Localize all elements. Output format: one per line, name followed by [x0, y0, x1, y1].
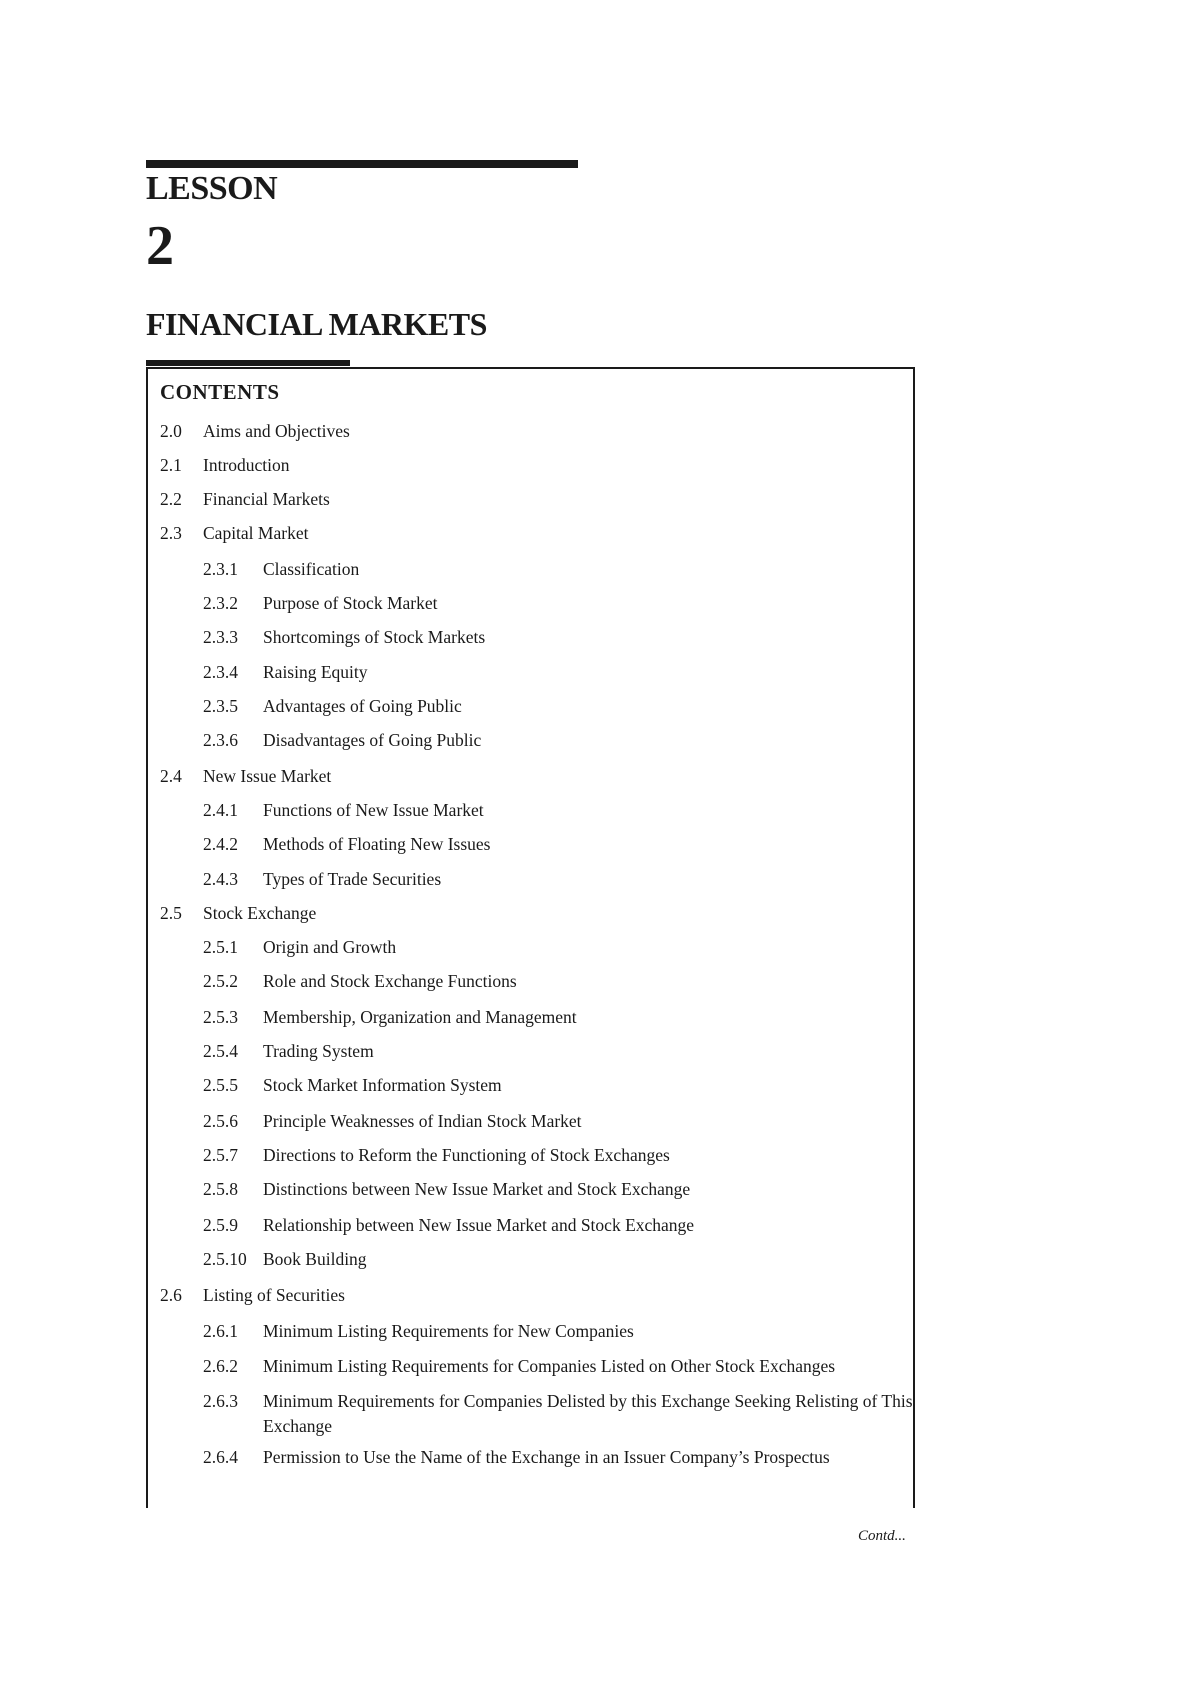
toc-entry-title: Stock Market Information System — [263, 1075, 502, 1095]
toc-entry-title: Shortcomings of Stock Markets — [263, 627, 486, 647]
contents-box — [146, 367, 915, 1508]
toc-entry-number: 2.3.1 — [203, 559, 238, 579]
toc-entry-number: 2.5.4 — [203, 1041, 238, 1061]
toc-entry-title: Disadvantages of Going Public — [263, 730, 482, 750]
toc-entry-title: Capital Market — [203, 523, 309, 543]
toc-entry-number: 2.5.8 — [203, 1179, 238, 1199]
toc-entry-title: Aims and Objectives — [203, 421, 350, 441]
toc-entry-title: Minimum Listing Requirements for New Companies — [263, 1321, 634, 1341]
toc-entry-number: 2.2 — [160, 489, 182, 509]
toc-entry-title: Introduction — [203, 455, 290, 475]
toc-entry-title: Stock Exchange — [203, 903, 317, 923]
toc-entry-title: Distinctions between New Issue Market and Stock Exchange — [263, 1179, 691, 1199]
toc-entry-title: Minimum Listing Requirements for Companies Listed on Other Stock Exchanges — [263, 1356, 836, 1376]
toc-entry-number: 2.6.3 — [203, 1391, 238, 1411]
toc-entry-title: Membership, Organization and Management — [263, 1007, 577, 1027]
toc-entry-number: 2.6.4 — [203, 1447, 238, 1467]
toc-entry-number: 2.3.4 — [203, 662, 238, 682]
toc-entry-title: Relationship between New Issue Market and Stock Exchange — [263, 1215, 695, 1235]
toc-entry-number: 2.6.2 — [203, 1356, 238, 1376]
continued-note: Contd... — [858, 1528, 906, 1544]
toc-entry-number: 2.5.7 — [203, 1145, 238, 1165]
contents-heading: CONTENTS — [160, 380, 280, 404]
toc-entry-title: Raising Equity — [263, 662, 368, 682]
toc-entry-number: 2.3.2 — [203, 593, 238, 613]
toc-entry-number: 2.4 — [160, 766, 182, 786]
toc-entry-title: Book Building — [263, 1249, 367, 1269]
toc-entry-title: Advantages of Going Public — [263, 696, 462, 716]
lesson-number: 2 — [146, 215, 174, 277]
toc-entry-title: Role and Stock Exchange Functions — [263, 971, 517, 991]
toc-entry-title: New Issue Market — [203, 766, 332, 786]
toc-entry-number: 2.1 — [160, 455, 182, 475]
toc-entry-title: Purpose of Stock Market — [263, 593, 438, 613]
toc-entry-number: 2.4.1 — [203, 800, 238, 820]
toc-entry-title: Classification — [263, 559, 360, 579]
toc-entry-number: 2.0 — [160, 421, 182, 441]
toc-entry-title: Origin and Growth — [263, 937, 397, 957]
contents-box-tab — [146, 360, 350, 366]
top-rule — [146, 160, 578, 168]
toc-entry-number: 2.5.6 — [203, 1111, 238, 1131]
toc-entry-title: Types of Trade Securities — [263, 869, 442, 889]
toc-entry-number: 2.5.5 — [203, 1075, 238, 1095]
toc-entry-title: Principle Weaknesses of Indian Stock Market — [263, 1111, 582, 1131]
toc-entry-number: 2.6 — [160, 1285, 182, 1305]
lesson-title: FINANCIAL MARKETS — [146, 306, 487, 342]
toc-entry-number: 2.3.5 — [203, 696, 238, 716]
toc-entry-title: Permission to Use the Name of the Exchange in an Issuer Company’s Prospectus — [263, 1447, 830, 1467]
toc-entry-number: 2.3.6 — [203, 730, 238, 750]
toc-entry-number: 2.4.3 — [203, 869, 238, 889]
lesson-label: LESSON — [146, 170, 278, 207]
toc-entry-number: 2.3 — [160, 523, 182, 543]
toc-entry-number: 2.4.2 — [203, 834, 238, 854]
toc-entry-number: 2.5.1 — [203, 937, 238, 957]
toc-entry-title: Minimum Requirements for Companies Delisted by this Exchange Seeking Relisting of This Exchange — [263, 1391, 913, 1436]
toc-entry-title: Listing of Securities — [203, 1285, 345, 1305]
toc-entry-number: 2.5.2 — [203, 971, 238, 991]
toc-entry-number: 2.6.1 — [203, 1321, 238, 1341]
toc-entry-title: Directions to Reform the Functioning of Stock Exchanges — [263, 1145, 670, 1165]
toc-entry-number: 2.5.9 — [203, 1215, 238, 1235]
toc-entry-number: 2.5.10 — [203, 1249, 247, 1269]
toc-entry-title: Trading System — [263, 1041, 374, 1061]
toc-entry-title: Functions of New Issue Market — [263, 800, 484, 820]
toc-entry-number: 2.5 — [160, 903, 182, 923]
toc-entry-title: Financial Markets — [203, 489, 330, 509]
toc-entry-number: 2.5.3 — [203, 1007, 238, 1027]
toc-entry-title: Methods of Floating New Issues — [263, 834, 491, 854]
toc-entry-number: 2.3.3 — [203, 627, 238, 647]
